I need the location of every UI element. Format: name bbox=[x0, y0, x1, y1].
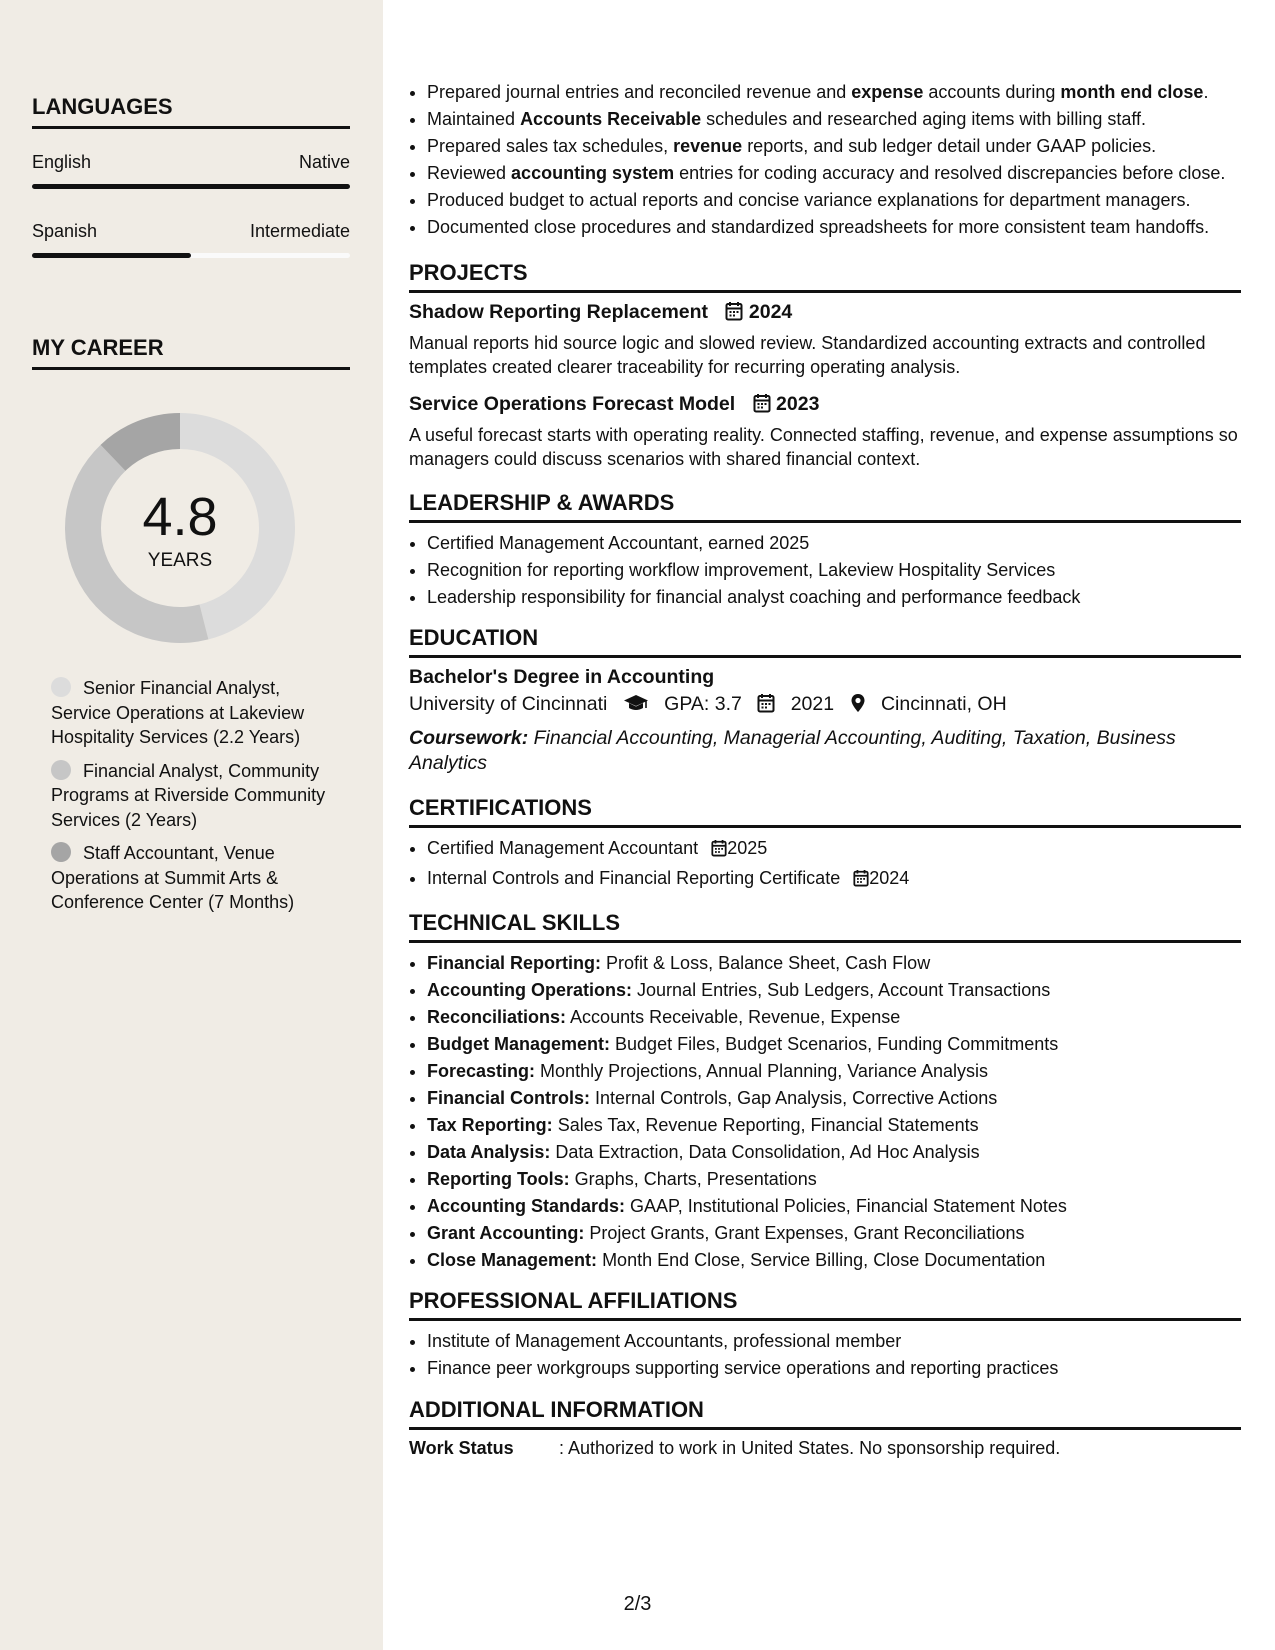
skill-values: Data Extraction, Data Consolidation, Ad Hoc Analysis bbox=[555, 1141, 980, 1162]
skill-category: Grant Accounting: bbox=[427, 1222, 585, 1243]
skill-values: Profit & Loss, Balance Sheet, Cash Flow bbox=[606, 952, 931, 973]
project-title-row bbox=[409, 301, 1241, 327]
experience-bullet bbox=[427, 215, 1241, 240]
bullet-keyword: revenue bbox=[673, 136, 743, 156]
bullet-text: Prepared sales tax schedules, bbox=[427, 136, 674, 156]
project-year: 2023 bbox=[776, 392, 820, 415]
certification-name: Internal Controls and Financial Reporting Certificate bbox=[427, 868, 841, 888]
career-role-text: Staff Accountant, Venue Operations at Summit Arts & Conference Center (7 Months) bbox=[51, 843, 295, 912]
certifications-heading: CERTIFICATIONS bbox=[409, 795, 1241, 828]
map-pin-icon bbox=[850, 693, 866, 719]
experience-bullet bbox=[427, 161, 1241, 186]
leadership-heading: LEADERSHIP & AWARDS bbox=[409, 490, 1241, 523]
experience-bullet bbox=[427, 134, 1241, 159]
language-name: English bbox=[32, 152, 92, 172]
career-legend-item bbox=[51, 676, 341, 750]
certifications-section bbox=[409, 795, 1241, 894]
skill-item bbox=[427, 1032, 1241, 1057]
career-legend bbox=[51, 676, 341, 924]
skill-item bbox=[427, 1005, 1241, 1030]
skill-category: Reporting Tools: bbox=[427, 1168, 570, 1189]
degree-title: Bachelor's Degree in Accounting bbox=[409, 666, 715, 688]
project-year: 2024 bbox=[748, 300, 793, 323]
skill-item bbox=[427, 1167, 1241, 1192]
additional-heading: ADDITIONAL INFORMATION bbox=[409, 1397, 1241, 1430]
skill-values: Journal Entries, Sub Ledgers, Account Transactions bbox=[637, 979, 1051, 1000]
work-status-label: Work Status bbox=[409, 1437, 514, 1458]
project-title: Shadow Reporting Replacement bbox=[409, 300, 709, 323]
language-name: Spanish bbox=[32, 221, 98, 241]
experience-bullet bbox=[427, 107, 1241, 132]
language-row-spanish bbox=[32, 221, 350, 242]
skill-values: Budget Files, Budget Scenarios, Funding Commitments bbox=[615, 1033, 1059, 1054]
education-details bbox=[409, 693, 1241, 719]
career-heading: MY CAREER bbox=[32, 335, 350, 370]
calendar-icon bbox=[853, 869, 869, 894]
skill-values: GAAP, Institutional Policies, Financial Statement Notes bbox=[630, 1195, 1067, 1216]
list-item: • Institute of Management Accountants, professional member bbox=[427, 1329, 1241, 1354]
skill-item bbox=[427, 1113, 1241, 1138]
skill-values: Internal Controls, Gap Analysis, Corrective Actions bbox=[595, 1087, 998, 1108]
coursework bbox=[409, 726, 1241, 775]
affiliations-section bbox=[409, 1288, 1241, 1381]
bullet-text: Reviewed bbox=[427, 163, 512, 183]
list-item: • Finance peer workgroups supporting service operations and reporting practices bbox=[427, 1356, 1241, 1381]
skill-category: Financial Reporting: bbox=[427, 952, 602, 973]
additional-section bbox=[409, 1397, 1241, 1459]
skill-item bbox=[427, 951, 1241, 976]
skill-category: Data Analysis: bbox=[427, 1141, 551, 1162]
project-description: Manual reports hid source logic and slowed review. Standardized accounting extracts and controlled templates created clearer traceability for recurring operating analysis. bbox=[409, 332, 1206, 377]
calendar-icon bbox=[757, 693, 775, 719]
bullet-keyword: month end close bbox=[1060, 82, 1204, 102]
bullet-keyword: accounting system bbox=[511, 163, 675, 183]
bullet-text: . bbox=[1203, 82, 1209, 102]
bullet-text: Produced budget to actual reports and concise variance explanations for department managers. bbox=[427, 190, 1191, 210]
graduation-cap-icon bbox=[623, 693, 649, 719]
project-title-row bbox=[409, 393, 1241, 419]
language-row-english bbox=[32, 152, 350, 173]
affiliations-list bbox=[409, 1329, 1241, 1381]
bullet-text: entries for coding accuracy and resolved discrepancies before close. bbox=[674, 163, 1226, 183]
education-section bbox=[409, 625, 1241, 775]
page-number: 2/3 bbox=[623, 1593, 652, 1615]
bullet-text: reports, and sub ledger detail under GAAP policies. bbox=[742, 136, 1157, 156]
skill-item bbox=[427, 1140, 1241, 1165]
bullet-keyword: expense bbox=[851, 82, 924, 102]
calendar-icon bbox=[753, 393, 771, 419]
project-title: Service Operations Forecast Model bbox=[409, 392, 736, 415]
certification-year: 2024 bbox=[869, 868, 910, 888]
career-total-years: 4.8 bbox=[142, 487, 218, 547]
skill-values: Accounts Receivable, Revenue, Expense bbox=[570, 1006, 901, 1027]
skill-category: Accounting Standards: bbox=[427, 1195, 626, 1216]
coursework-label: Coursework: bbox=[409, 727, 529, 749]
affiliations-heading: PROFESSIONAL AFFILIATIONS bbox=[409, 1288, 1241, 1321]
main-content bbox=[409, 0, 1241, 1459]
skills-heading: TECHNICAL SKILLS bbox=[409, 910, 1241, 943]
skill-item bbox=[427, 1059, 1241, 1084]
skill-category: Close Management: bbox=[427, 1249, 598, 1270]
project-description: A useful forecast starts with operating reality. Connected staffing, revenue, and expense assumptions so managers could discuss scenarios with shared financial context. bbox=[409, 424, 1238, 469]
legend-dot bbox=[51, 677, 71, 697]
work-status-value: : Authorized to work in United States. No sponsorship required. bbox=[559, 1437, 1061, 1458]
bullet-keyword: Accounts Receivable bbox=[520, 109, 702, 129]
list-item: • Certified Management Accountant, earned 2025 bbox=[427, 531, 1241, 556]
skill-values: Graphs, Charts, Presentations bbox=[574, 1168, 817, 1189]
skill-item bbox=[427, 1248, 1241, 1273]
certifications-list bbox=[409, 836, 1241, 894]
skill-values: Project Grants, Grant Expenses, Grant Reconciliations bbox=[589, 1222, 1025, 1243]
skill-values: Sales Tax, Revenue Reporting, Financial Statements bbox=[557, 1114, 979, 1135]
experience-bullets bbox=[409, 80, 1241, 240]
experience-bullet bbox=[427, 188, 1241, 213]
projects-heading: PROJECTS bbox=[409, 260, 1241, 293]
skill-item bbox=[427, 1086, 1241, 1111]
language-level: Intermediate bbox=[249, 221, 350, 241]
career-total-unit: YEARS bbox=[147, 550, 213, 571]
languages-heading: LANGUAGES bbox=[32, 94, 350, 129]
leadership-section bbox=[409, 490, 1241, 610]
bullet-text: Documented close procedures and standardized spreadsheets for more consistent team handoffs. bbox=[427, 217, 1210, 237]
language-bar-fill bbox=[32, 184, 350, 189]
sidebar bbox=[0, 0, 383, 1650]
list-item: • Leadership responsibility for financial analyst coaching and performance feedback bbox=[427, 585, 1241, 610]
skill-category: Accounting Operations: bbox=[427, 979, 633, 1000]
list-item: • Recognition for reporting workflow improvement, Lakeview Hospitality Services bbox=[427, 558, 1241, 583]
graduation-year: 2021 bbox=[790, 693, 835, 715]
certification-item bbox=[427, 866, 1241, 894]
experience-bullet bbox=[427, 80, 1241, 105]
certification-year: 2025 bbox=[727, 838, 768, 858]
legend-dot bbox=[51, 842, 71, 862]
certification-item bbox=[427, 836, 1241, 864]
calendar-icon bbox=[711, 839, 727, 864]
legend-dot bbox=[51, 760, 71, 780]
skill-values: Monthly Projections, Annual Planning, Variance Analysis bbox=[540, 1060, 988, 1081]
project-item bbox=[409, 393, 1241, 472]
career-role-text: Senior Financial Analyst, Service Operations at Lakeview Hospitality Services (2.2 Years) bbox=[51, 678, 305, 747]
school-location: Cincinnati, OH bbox=[880, 693, 1007, 715]
bullet-text: accounts during bbox=[923, 82, 1061, 102]
projects-section bbox=[409, 260, 1241, 472]
education-heading: EDUCATION bbox=[409, 625, 1241, 658]
school-name: University of Cincinnati bbox=[409, 693, 608, 715]
skill-category: Tax Reporting: bbox=[427, 1114, 553, 1135]
skill-category: Reconciliations: bbox=[427, 1006, 567, 1027]
career-legend-item bbox=[51, 841, 341, 915]
certification-name: Certified Management Accountant bbox=[427, 838, 699, 858]
skill-category: Forecasting: bbox=[427, 1060, 536, 1081]
language-level: Native bbox=[298, 152, 350, 172]
career-legend-item bbox=[51, 759, 341, 833]
language-bar-spanish bbox=[32, 253, 350, 258]
skill-item bbox=[427, 1221, 1241, 1246]
career-role-text: Financial Analyst, Community Programs at Riverside Community Services (2 Years) bbox=[51, 760, 326, 830]
skill-category: Budget Management: bbox=[427, 1033, 611, 1054]
skills-section bbox=[409, 910, 1241, 1273]
project-item bbox=[409, 301, 1241, 380]
language-bar-fill bbox=[32, 253, 191, 258]
skills-list bbox=[409, 951, 1241, 1273]
bullet-text: Prepared journal entries and reconciled revenue and bbox=[427, 82, 852, 102]
coursework-list: Financial Accounting, Managerial Accounting, Auditing, Taxation, Business Analytics bbox=[409, 727, 1176, 774]
bullet-text: Maintained bbox=[427, 109, 521, 129]
leadership-list bbox=[409, 531, 1241, 610]
skill-item bbox=[427, 978, 1241, 1003]
bullet-text: schedules and researched aging items with billing staff. bbox=[701, 109, 1147, 129]
skill-values: Month End Close, Service Billing, Close Documentation bbox=[602, 1249, 1046, 1270]
calendar-icon bbox=[725, 301, 743, 327]
skill-category: Financial Controls: bbox=[427, 1087, 591, 1108]
skill-item bbox=[427, 1194, 1241, 1219]
language-bar-english bbox=[32, 184, 350, 189]
gpa: GPA: 3.7 bbox=[664, 693, 742, 715]
work-status-row bbox=[409, 1438, 1241, 1459]
